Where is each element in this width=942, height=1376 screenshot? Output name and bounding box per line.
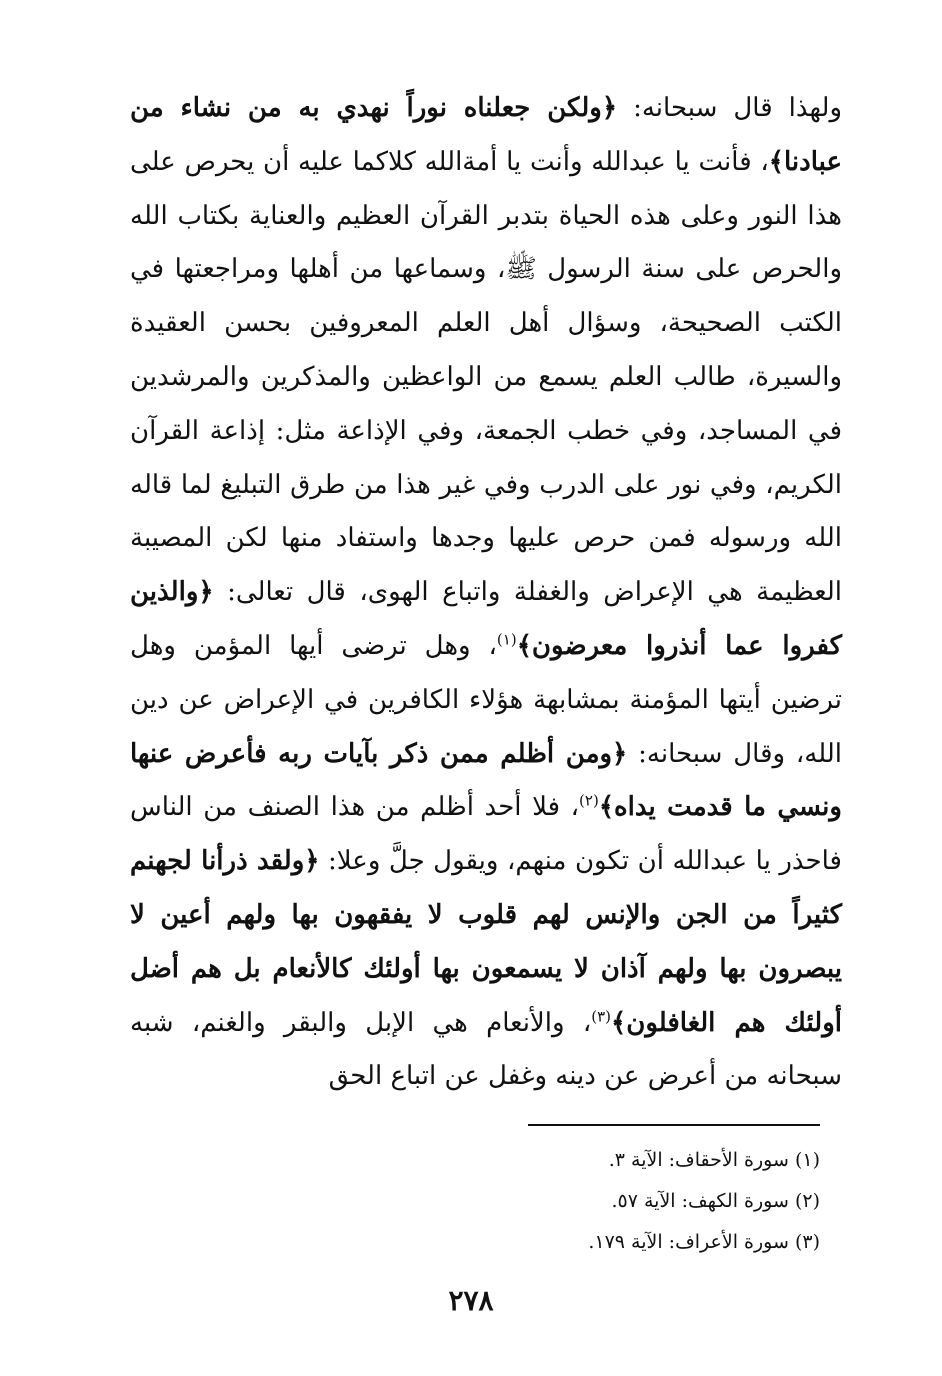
footnote-reference: (١) <box>496 630 517 649</box>
quran-verse-quote: ﴿والذين كفروا عما أنذروا معرضون﴾ <box>130 577 843 661</box>
body-text-segment: ولهذا قال سبحانه: <box>617 93 842 123</box>
footnote-item: (٣) سورة الأعراف: الآية ١٧٩. <box>588 1231 820 1253</box>
footnotes <box>420 1140 820 1263</box>
footnote-reference: (٣) <box>591 1006 611 1025</box>
body-text-segment: ، فلا أحد أظلم من هذا الصنف من الناس فاحذر يا عبدالله أن تكون منهم، ويقول جلَّ وعلا: <box>130 792 842 877</box>
body-text-segment: ، فأنت يا عبدالله وأنت يا أمةالله كلاكما عليه أن يحرص على هذا النور وعلى هذه الحياة بتدبر القرآن العظيم والعناية بكتاب الله والحرص على سنة الرسول ﷺ، وسماعها من أهلها ومراجعتها في الكتب الصحيحة، وسؤال أهل العلم المعروفين بحسن العقيدة والسيرة، طالب العلم يسمع من الواعظين والمذكرين والمرشدين في المساجد، وفي خطب الجمعة، وفي الإذاعة مثل: إذاعة القرآن الكريم، وفي نور على الدرب وفي غير هذا من طرق التبليغ لما قاله الله ورسوله فمن حرص عليها وجدها واستفاد منها لكن المصيبة العظيمة هي الإعراض والغفلة واتباع الهوى، قال تعالى: <box>130 146 842 608</box>
footnote-item: (٢) سورة الكهف: الآية ٥٧. <box>611 1190 820 1212</box>
footnote-separator <box>528 1124 820 1126</box>
body-text-segment: ، وهل ترضى أيها المؤمن وهل ترضين أيتها المؤمنة بمشابهة هؤلاء الكافرين في الإعراض عن دين الله، وقال سبحانه: <box>130 630 843 769</box>
quran-verse-quote: ﴿ولقد ذرأنا لجهنم كثيراً من الجن والإنس لهم قلوب لا يفقهون بها ولهم أعين لا يبصرون بها ولهم آذان لا يسمعون بها أولئك كالأنعام بل هم أضل أولئك هم الغافلون﴾ <box>130 846 843 1038</box>
quran-verse-quote: ﴿ولكن جعلناه نوراً نهدي به من نشاء من عبادنا﴾ <box>130 93 842 177</box>
body-paragraph <box>130 82 842 1104</box>
footnote-reference: (٢) <box>579 791 599 810</box>
page-number: ٢٧٨ <box>448 1284 494 1317</box>
quran-verse-quote: ﴿ومن أظلم ممن ذكر بآيات ربه فأعرض عنها ونسي ما قدمت يداه﴾ <box>130 738 842 823</box>
body-text-segment: ، والأنعام هي الإبل والبقر والغنم، شبه سبحانه من أعرض عن دينه وغفل عن اتباع الحق <box>130 1007 842 1092</box>
footnote-item: (١) سورة الأحقاف: الآية ٣. <box>608 1149 820 1171</box>
